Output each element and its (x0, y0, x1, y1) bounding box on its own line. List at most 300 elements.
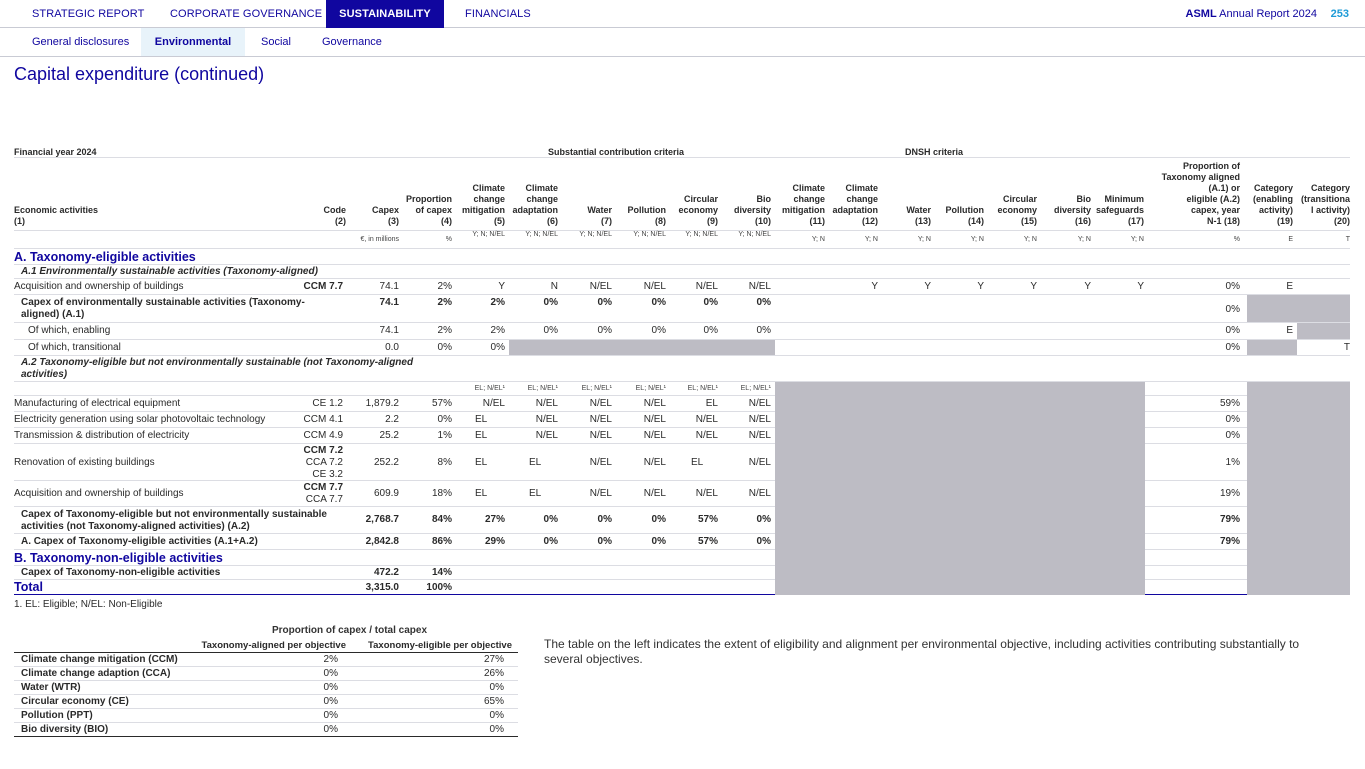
table-row (14, 481, 1350, 507)
section-a-heading: A. Taxonomy-eligible activities (14, 250, 196, 264)
activity-code: CCM 4.1 (303, 414, 343, 425)
header-line: Code (323, 205, 346, 215)
shaded-dnsh-block (775, 382, 1145, 595)
dnsh-pollution: Y (977, 281, 984, 292)
capex-proportion: 57% (431, 398, 452, 409)
units-a2: EL; N/EL¹ (687, 385, 718, 392)
header-line: Climate (845, 183, 878, 193)
scc-water: 0% (597, 514, 612, 525)
header-line: (16) (1074, 216, 1091, 226)
scc-bio: 0% (756, 536, 771, 547)
subsection-a1-heading: A.1 Environmentally sustainable activities (Taxonomy-aligned) (21, 266, 318, 277)
table-row (14, 279, 1350, 295)
header-line: Pollution (627, 205, 666, 215)
capex-value: 25.2 (379, 430, 399, 441)
header-pollution-scc (628, 205, 667, 227)
header-water-dnsh (906, 205, 931, 227)
activity-code: CE 3.2 (312, 469, 343, 480)
tab-environmental[interactable]: Environmental (141, 28, 245, 56)
header-line: change (846, 194, 878, 204)
activity-code: CCM 7.7 (303, 482, 343, 493)
tab-general-disclosures[interactable]: General disclosures (32, 36, 130, 48)
header-cca-scc (512, 183, 558, 227)
header-line: adaptation (512, 205, 558, 215)
a1-total-row (14, 295, 1350, 323)
scc-cca: 0% (543, 514, 558, 525)
capex-value: 1,879.2 (365, 398, 399, 409)
scc-pollution: N/EL (643, 457, 666, 468)
scc-circular: N/EL (695, 414, 718, 425)
table-row (14, 653, 518, 667)
a2-total-row (14, 507, 1350, 534)
activity-name: Acquisition and ownership of buildings (14, 488, 184, 499)
header-line: (1) (14, 216, 25, 226)
enabling-label: Of which, enabling (28, 325, 111, 336)
header-line: (enabling (1253, 194, 1293, 204)
header-ccm-scc (462, 183, 505, 227)
header-line: (13) (914, 216, 931, 226)
header-line: (transitiona (1300, 194, 1350, 204)
scc-cca: N/EL (535, 398, 558, 409)
scc-bio: 0% (756, 514, 771, 525)
capex-proportion: 2% (437, 325, 452, 336)
description-text: The table on the left indicates the extent of eligibility and alignment per environmental objective, including activities contributing substantially to several objectives. (544, 637, 1300, 666)
header-line: change (526, 194, 558, 204)
scc-ccm: 29% (484, 536, 505, 547)
scc-pollution: N/EL (643, 430, 666, 441)
activity-name: Transmission & distribution of electricity (14, 430, 190, 441)
header-line: (12) (861, 216, 878, 226)
scc-ccm: Y (498, 281, 505, 292)
proportion-n1: 0% (1225, 430, 1240, 441)
summary-title: Proportion of capex / total capex (272, 625, 428, 636)
eligible-value: 0% (489, 682, 504, 693)
shaded-cell (1297, 323, 1350, 339)
scc-ccm: N/EL (482, 398, 505, 409)
summary-col-aligned: Taxonomy-aligned per objective (201, 640, 346, 651)
header-proportion (406, 194, 452, 227)
scc-water: 0% (597, 536, 612, 547)
category-enabling: E (1286, 281, 1293, 292)
aligned-value: 0% (323, 710, 338, 721)
shaded-cell (509, 340, 775, 355)
proportion-n1: 0% (1225, 342, 1240, 353)
proportion-n1: 0% (1225, 414, 1240, 425)
scc-circular: N/EL (695, 430, 718, 441)
header-line: (9) (707, 216, 718, 226)
header-line: l activity) (1310, 205, 1350, 215)
header-line: economy (997, 205, 1037, 215)
header-line: (11) (809, 216, 825, 226)
scc-cca: 0% (543, 297, 558, 308)
header-line: Climate (472, 183, 505, 193)
subsection-a2-heading: A.2 Taxonomy-eligible but not environmentally sustainable (not Taxonomy-aligned activities) (21, 357, 414, 380)
activity-code: CCM 4.9 (303, 430, 343, 441)
proportion-n1: 0% (1225, 304, 1240, 315)
a-total-label: A. Capex of Taxonomy-eligible activities (A.1+A.2) (21, 536, 258, 547)
activity-code: CCM 7.7 (303, 281, 343, 292)
capex-proportion: 2% (437, 297, 452, 308)
proportion-n1: 1% (1225, 457, 1240, 468)
header-line: Proportion (406, 194, 452, 204)
b-label: Capex of Taxonomy-non-eligible activities (21, 567, 221, 578)
header-line: (8) (655, 216, 666, 226)
scc-bio: N/EL (748, 457, 771, 468)
proportion-n1: 19% (1219, 488, 1240, 499)
capex-value: 2,842.8 (365, 536, 399, 547)
enabling-row (14, 323, 1350, 340)
header-water-scc (587, 205, 612, 227)
capex-value: 472.2 (373, 567, 399, 578)
scc-ccm: EL (475, 430, 488, 441)
scc-water: N/EL (589, 430, 612, 441)
section-b-heading: B. Taxonomy-non-eligible activities (14, 551, 223, 565)
proportion-n1: 0% (1225, 281, 1240, 292)
scc-bio: N/EL (748, 281, 771, 292)
scc-cca: EL (529, 457, 542, 468)
header-pollution-dnsh (946, 205, 985, 227)
header-line: (19) (1276, 216, 1293, 226)
header-line: (2) (335, 216, 346, 226)
scc-circular: 0% (703, 297, 718, 308)
scc-circular: 57% (697, 536, 718, 547)
scc-bio: N/EL (748, 414, 771, 425)
eligible-value: 65% (483, 696, 504, 707)
scc-ccm: 2% (490, 325, 505, 336)
header-activities (14, 205, 98, 227)
tab-social[interactable]: Social (261, 36, 291, 48)
capex-value: 0.0 (385, 342, 399, 353)
scc-pollution: N/EL (643, 398, 666, 409)
capex-value: 74.1 (379, 281, 399, 292)
capex-proportion: 84% (431, 514, 452, 525)
table-row (14, 681, 518, 695)
objective-label: Bio diversity (BIO) (21, 724, 109, 735)
scc-bio: 0% (756, 297, 771, 308)
units-a2: EL; N/EL¹ (474, 385, 505, 392)
units-n1: % (1233, 236, 1240, 243)
scc-cca: N/EL (535, 430, 558, 441)
scc-pollution: N/EL (643, 281, 666, 292)
header-line: change (793, 194, 825, 204)
table-column-header (14, 158, 1350, 231)
capex-proportion: 86% (431, 536, 452, 547)
capex-proportion: 14% (431, 567, 452, 578)
total-row (14, 580, 1350, 595)
shaded-cell (1247, 295, 1350, 322)
units-enabling: E (1288, 236, 1293, 243)
eligible-value: 0% (489, 710, 504, 721)
header-line: Minimum (1104, 194, 1144, 204)
activity-name: Renovation of existing buildings (14, 457, 155, 468)
aligned-value: 0% (323, 696, 338, 707)
header-capex (372, 205, 399, 227)
table-row (14, 428, 1350, 444)
header-line: (15) (1020, 216, 1037, 226)
activity-name: Electricity generation using solar photovoltaic technology (14, 414, 266, 425)
header-enabling (1253, 183, 1293, 227)
capex-value: 2,768.7 (365, 514, 399, 525)
header-circular-dnsh (997, 194, 1037, 227)
header-line: safeguards (1095, 205, 1144, 215)
tab-financials[interactable]: FINANCIALS (465, 8, 531, 20)
proportion-n1: 59% (1219, 398, 1240, 409)
category-transitional: T (1343, 342, 1350, 353)
units-dnsh: Y; N (1130, 236, 1144, 243)
units-dnsh: Y; N (917, 236, 931, 243)
units-scc: Y; N; N/EL (685, 231, 718, 238)
scc-circular: N/EL (695, 281, 718, 292)
tab-sustainability[interactable]: SUSTAINABILITY (326, 0, 444, 28)
header-line: Water (906, 205, 931, 215)
page-title: Capital expenditure (continued) (14, 64, 265, 84)
table-row (14, 709, 518, 723)
units-row (14, 231, 1350, 249)
scc-group-label: Substantial contribution criteria (548, 147, 685, 157)
dnsh-circular: Y (1030, 281, 1037, 292)
brand-name: ASML (1185, 8, 1217, 20)
eligible-value: 27% (483, 654, 504, 665)
header-line: mitigation (782, 205, 825, 215)
scc-circular: 57% (697, 514, 718, 525)
header-line: (10) (754, 216, 771, 226)
scc-pollution: N/EL (643, 414, 666, 425)
total-label: Total (14, 580, 43, 594)
table-row (14, 695, 518, 709)
shaded-cell (1247, 340, 1297, 355)
capex-proportion: 1% (437, 430, 452, 441)
units-prop: % (445, 236, 452, 243)
section-a-row (14, 249, 1350, 265)
header-line: Water (587, 205, 612, 215)
top-navigation (0, 0, 1365, 28)
units-dnsh: Y; N (1077, 236, 1091, 243)
table-row (14, 444, 1350, 481)
scc-ccm: 27% (484, 514, 505, 525)
objective-label: Water (WTR) (21, 682, 81, 693)
objective-label: Climate change mitigation (CCM) (21, 654, 178, 665)
objective-label: Pollution (PPT) (21, 710, 93, 721)
header-line: Climate (792, 183, 825, 193)
units-scc: Y; N; N/EL (472, 231, 505, 238)
capex-value: 609.9 (373, 488, 399, 499)
header-line: (17) (1127, 216, 1144, 226)
capex-proportion: 18% (431, 488, 452, 499)
header-bio-dnsh (1054, 194, 1091, 227)
category-enabling: E (1286, 325, 1293, 336)
header-proportion-n1 (1162, 161, 1240, 227)
dnsh-water: Y (924, 281, 931, 292)
scc-pollution: 0% (651, 297, 666, 308)
footnote: 1. EL: Eligible; N/EL: Non-Eligible (14, 599, 163, 610)
activity-code: CCA 7.2 (305, 457, 343, 468)
scc-circular: 0% (703, 325, 718, 336)
scc-circular: EL (705, 398, 718, 409)
table-row (14, 723, 518, 737)
scc-pollution: 0% (651, 536, 666, 547)
header-line: eligible (A.2) (1186, 194, 1240, 204)
scc-cca: 0% (543, 536, 558, 547)
activity-name: Manufacturing of electrical equipment (14, 398, 181, 409)
capex-proportion: 8% (437, 457, 452, 468)
financial-year-label: Financial year 2024 (14, 147, 97, 157)
header-line: (4) (441, 216, 452, 226)
capex-value: 74.1 (379, 297, 399, 308)
units-dnsh: Y; N (1023, 236, 1037, 243)
table-row (14, 412, 1350, 428)
scc-cca: EL (529, 488, 542, 499)
units-a2: EL; N/EL¹ (581, 385, 612, 392)
header-line: N-1 (18) (1206, 216, 1240, 226)
header-line: (6) (547, 216, 558, 226)
activity-code: CCM 7.2 (303, 445, 343, 456)
units-dnsh: Y; N (864, 236, 878, 243)
scc-bio: 0% (756, 325, 771, 336)
shaded-category-block (1247, 382, 1350, 595)
units-a2: EL; N/EL¹ (635, 385, 666, 392)
header-line: Capex (371, 205, 399, 215)
capex-proportion: 0% (437, 342, 452, 353)
scc-water: N/EL (589, 281, 612, 292)
aligned-value: 0% (323, 682, 338, 693)
header-cca-dnsh (832, 183, 878, 227)
units-dnsh: Y; N (970, 236, 984, 243)
scc-circular: EL (691, 457, 704, 468)
capex-value: 74.1 (379, 325, 399, 336)
header-line: capex, year (1190, 205, 1240, 215)
units-a2: EL; N/EL¹ (527, 385, 558, 392)
scc-pollution: N/EL (643, 488, 666, 499)
scc-water: 0% (597, 325, 612, 336)
header-line: (7) (601, 216, 612, 226)
units-scc: Y; N; N/EL (633, 231, 666, 238)
header-line: mitigation (462, 205, 505, 215)
tab-strategic-report[interactable]: STRATEGIC REPORT (32, 8, 145, 20)
tab-governance[interactable]: Governance (322, 36, 382, 48)
a2-units-row (14, 382, 1350, 396)
a2-total-label: Capex of Taxonomy-eligible but not environmentally sustainable activities (not Taxonomy-aligned activities) (A.2) (21, 509, 327, 532)
scc-water: 0% (597, 297, 612, 308)
header-line: diversity (733, 205, 771, 215)
scc-water: N/EL (589, 488, 612, 499)
capex-value: 2.2 (385, 414, 399, 425)
a1-total-label: Capex of environmentally sustainable activities (Taxonomy-aligned) (A.1) (21, 297, 305, 320)
dnsh-group-label: DNSH criteria (905, 147, 964, 157)
units-scc: Y; N; N/EL (738, 231, 771, 238)
header-line: (20) (1333, 216, 1350, 226)
header-line: Category (1253, 183, 1293, 193)
header-line: Circular (683, 194, 718, 204)
eligible-value: 0% (489, 724, 504, 735)
eligible-value: 26% (483, 668, 504, 679)
aligned-value: 0% (323, 724, 338, 735)
scc-ccm: EL (475, 488, 488, 499)
transitional-row (14, 340, 1350, 356)
transitional-label: Of which, transitional (28, 342, 121, 353)
units-dnsh: Y; N (811, 236, 825, 243)
header-line: Category (1310, 183, 1350, 193)
header-line: activity) (1258, 205, 1293, 215)
sub-navigation (0, 28, 1365, 57)
header-line: Circular (1002, 194, 1037, 204)
scc-cca: 0% (543, 325, 558, 336)
header-ccm-dnsh (782, 183, 825, 227)
header-min-safeguards (1096, 194, 1144, 227)
objective-label: Climate change adaption (CCA) (21, 668, 171, 679)
page-number: 253 (1330, 8, 1349, 20)
table-row (14, 667, 518, 681)
capex-value: 252.2 (373, 457, 399, 468)
b-row (14, 566, 1350, 580)
tab-corporate-governance[interactable]: CORPORATE GOVERNANCE (170, 8, 323, 20)
header-line: (14) (967, 216, 984, 226)
dnsh-cca: Y (871, 281, 878, 292)
table-group-header (14, 143, 1350, 158)
scc-water: N/EL (589, 414, 612, 425)
scc-ccm: EL (475, 457, 488, 468)
table-row (14, 396, 1350, 412)
header-line: Climate (525, 183, 558, 193)
header-line: diversity (1053, 205, 1091, 215)
scc-bio: N/EL (748, 430, 771, 441)
capex-proportion: 2% (437, 281, 452, 292)
capex-proportion: 0% (437, 414, 452, 425)
scc-water: N/EL (589, 457, 612, 468)
header-line: (A.1) or (1208, 183, 1240, 193)
subsection-a2-row (14, 356, 1350, 382)
capex-value: 3,315.0 (365, 582, 399, 593)
proportion-n1: 0% (1225, 325, 1240, 336)
scc-bio: N/EL (748, 398, 771, 409)
proportion-n1: 79% (1219, 536, 1240, 547)
scc-circular: N/EL (695, 488, 718, 499)
units-capex: €, in millions (360, 236, 399, 243)
a-total-row (14, 534, 1350, 550)
scc-pollution: 0% (651, 514, 666, 525)
header-line: Economic activities (14, 205, 99, 215)
header-line: (3) (388, 216, 399, 226)
header-line: Proportion of (1183, 161, 1240, 171)
objective-label: Circular economy (CE) (21, 696, 129, 707)
activity-name: Acquisition and ownership of buildings (14, 281, 184, 292)
dnsh-safeguards: Y (1137, 281, 1144, 292)
units-transitional: T (1345, 236, 1350, 243)
activity-code: CCA 7.7 (305, 494, 343, 505)
brand-report-title: Annual Report 2024 (1216, 8, 1317, 20)
report-brand (1186, 0, 1317, 29)
scc-water: N/EL (589, 398, 612, 409)
scc-ccm: EL (475, 414, 488, 425)
scc-bio: N/EL (748, 488, 771, 499)
header-line: economy (678, 205, 718, 215)
header-code (324, 205, 347, 227)
activity-code: CE 1.2 (312, 398, 343, 409)
header-bio-scc (734, 194, 771, 227)
scc-pollution: 0% (651, 325, 666, 336)
header-line: Bio (1076, 194, 1091, 204)
header-line: Taxonomy aligned (1161, 172, 1240, 182)
header-line: (5) (494, 216, 505, 226)
proportion-n1: 79% (1219, 514, 1240, 525)
header-line: change (473, 194, 505, 204)
header-circular-scc (678, 194, 718, 227)
section-b-row (14, 550, 1350, 566)
header-line: adaptation (832, 205, 878, 215)
capex-proportion: 100% (426, 582, 452, 593)
header-transitional (1301, 183, 1350, 227)
units-a2: EL; N/EL¹ (740, 385, 771, 392)
aligned-value: 0% (323, 668, 338, 679)
